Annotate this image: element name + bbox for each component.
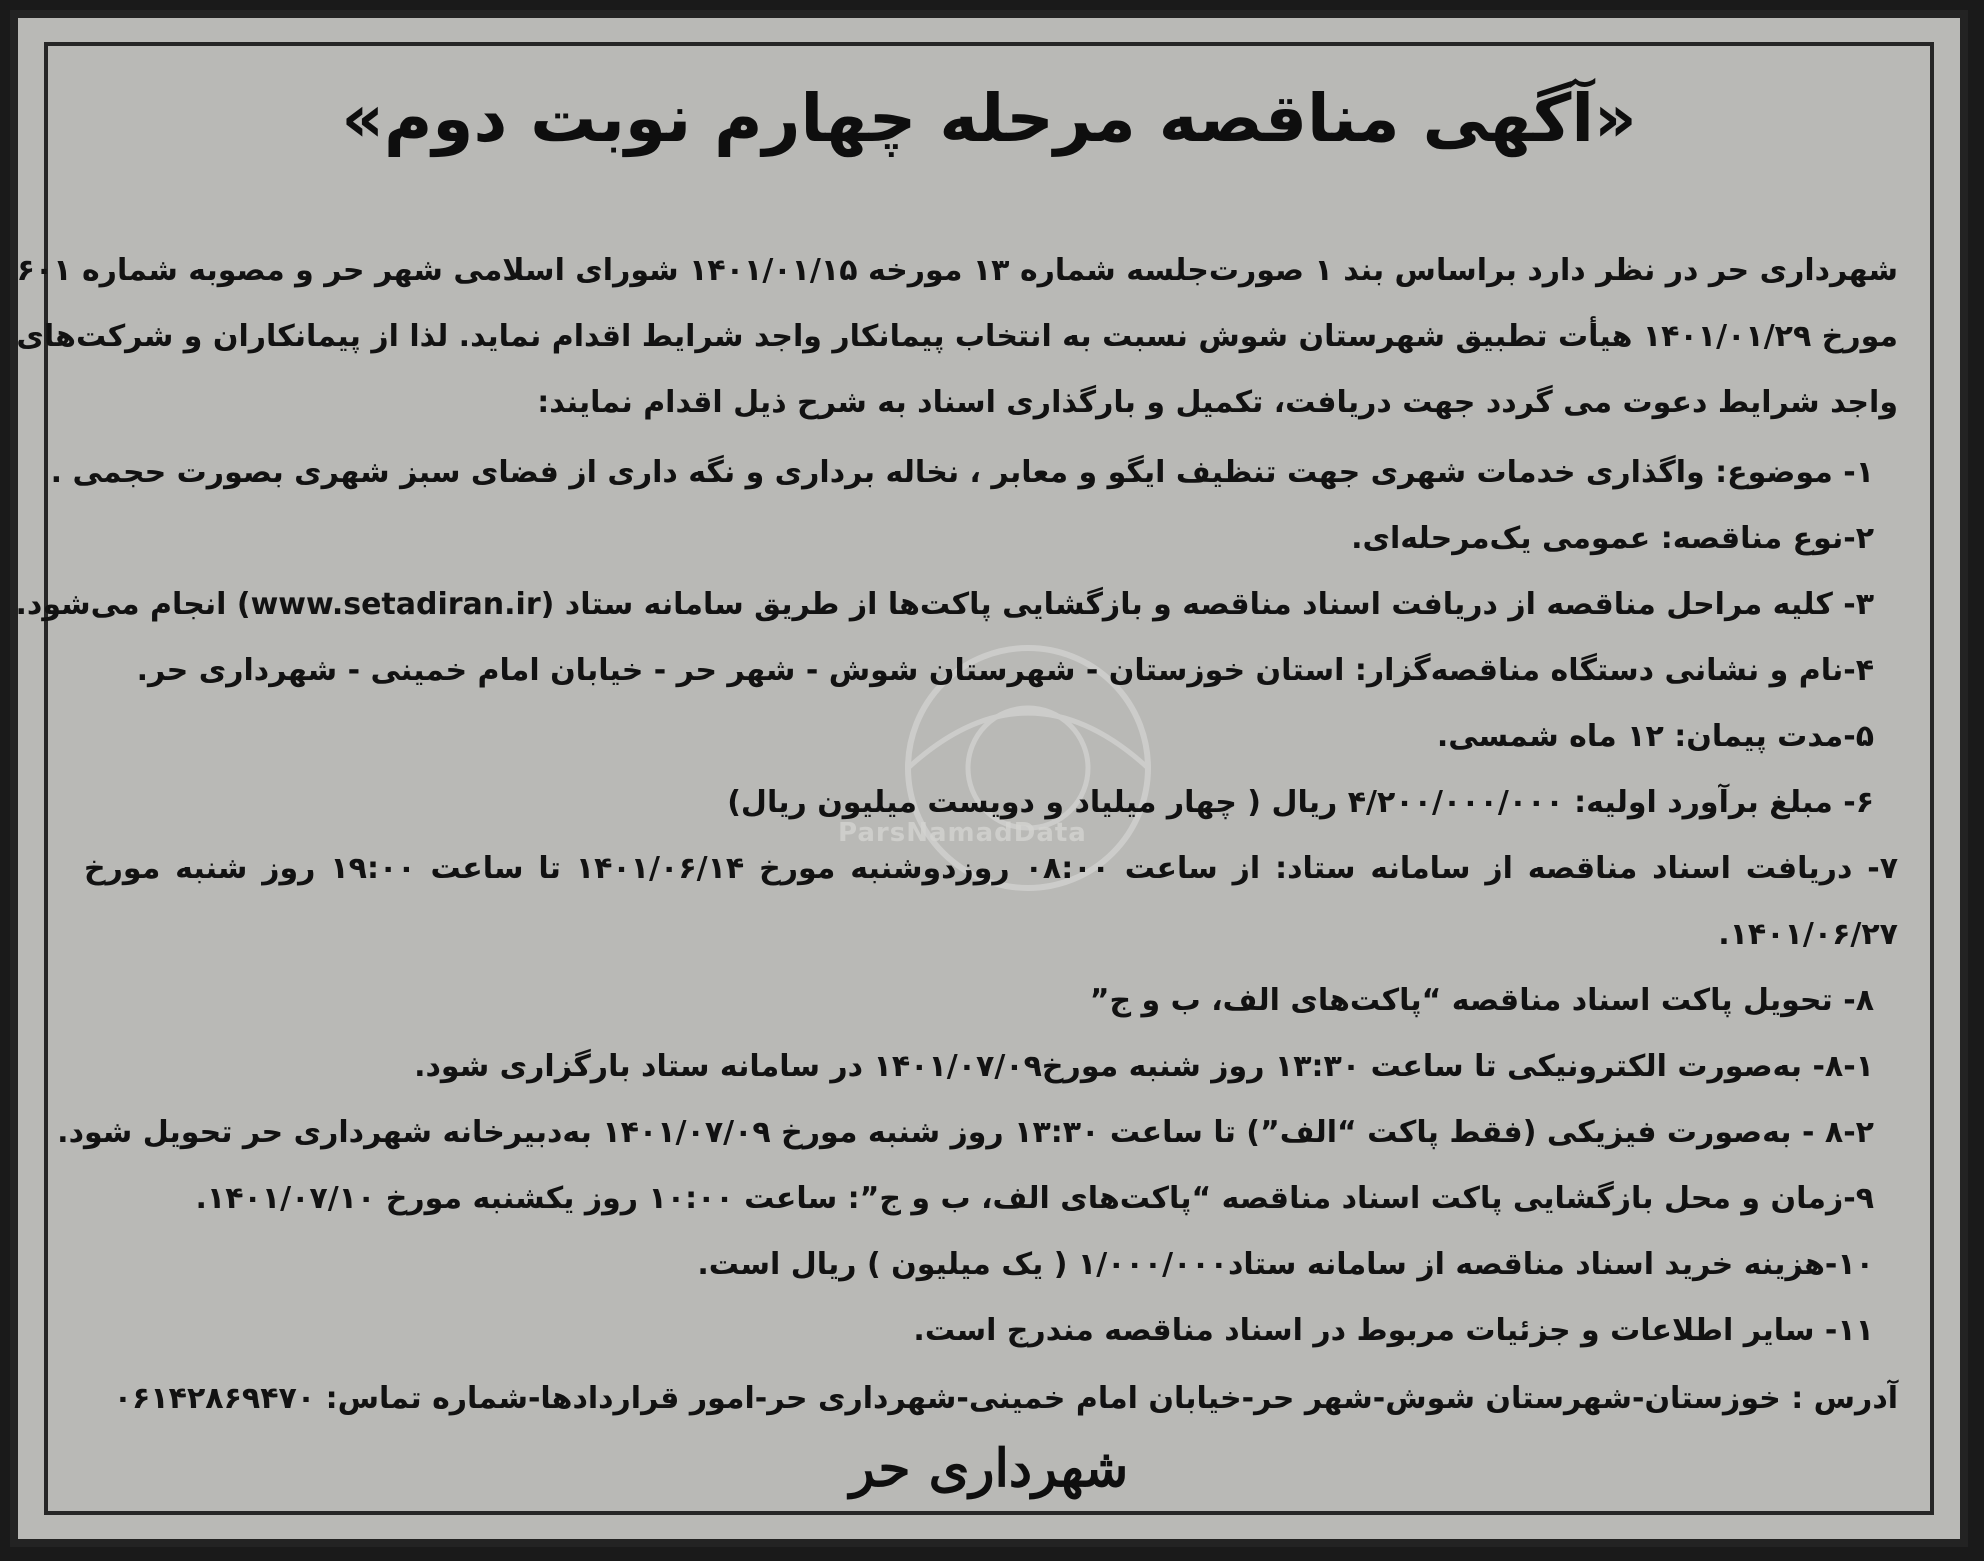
address-line: آدرس : خوزستان-شهرستان شوش-شهر حر-خیابان امام خمینی-شهرداری حر-امور قراردادها-شماره تماس: ۰۶۱۴۲۸۶۹۴۷۰ xyxy=(113,1381,1898,1416)
newspaper-clipping xyxy=(10,10,1968,1547)
intro-line: مورخ ۱۴۰۱/۰۱/۲۹ هیأت تطبیق شهرستان شوش نسبت به انتخاب پیمانکار واجد شرایط اقدام نماید. لذا از پیمانکاران و شرکت‌های xyxy=(16,319,1898,354)
list-item: ۸-۱- به‌صورت الکترونیکی تا ساعت ۱۳:۳۰ روز شنبه مورخ۱۴۰۱/۰۷/۰۹ در سامانه ستاد بارگزاری شود. xyxy=(414,1049,1874,1084)
notice-title: «آگهی مناقصه مرحله چهارم نوبت دوم» xyxy=(341,80,1637,157)
list-item: ۵-مدت پیمان: ۱۲ ماه شمسی. xyxy=(1436,719,1874,754)
notice-items xyxy=(15,440,1898,1364)
list-item: ۲-نوع مناقصه: عمومی یک‌مرحله‌ای. xyxy=(1351,521,1874,556)
list-item: ۱۱- سایر اطلاعات و جزئیات مربوط در اسناد مناقصه مندرج است. xyxy=(913,1313,1874,1348)
watermark-text: ParsNamadData xyxy=(838,818,1087,848)
list-item: ۸-۲ - به‌صورت فیزیکی (فقط پاکت “الف”) تا ساعت ۱۳:۳۰ روز شنبه مورخ ۱۴۰۱/۰۷/۰۹ به‌دبیرخانه شهرداری حر تحویل شود. xyxy=(57,1115,1874,1150)
list-item: ۳- کلیه مراحل مناقصه از دریافت اسناد مناقصه و بازگشایی پاکت‌ها از طریق سامانه ستاد (www.setadiran.ir) انجام می‌شود. xyxy=(15,587,1874,622)
list-item-line: ۷- دریافت اسناد مناقصه از سامانه ستاد: از ساعت ۰۸:۰۰ روزدوشنبه مورخ ۱۴۰۱/۰۶/۱۴ تا ساعت ۱۹:۰۰ روز شنبه مورخ xyxy=(84,851,1898,886)
list-item: ۸- تحویل پاکت اسناد مناقصه “پاکت‌های الف، ب و ج” xyxy=(1089,983,1874,1018)
list-item: ۶- مبلغ برآورد اولیه: ۴/۲۰۰/۰۰۰/۰۰۰ ریال ( چهار میلیاد و دویست میلیون ریال) xyxy=(727,785,1874,820)
intro-line: شهرداری حر در نظر دارد براساس بند ۱ صورت‌جلسه شماره ۱۳ مورخه ۱۴۰۱/۰۱/۱۵ شورای اسلامی شهر حر و مصوبه شماره ۶۰۱ xyxy=(16,253,1898,288)
list-item-line: ۱۴۰۱/۰۶/۲۷. xyxy=(1718,917,1898,952)
notice-body xyxy=(15,238,1898,1432)
list-item-7 xyxy=(84,836,1898,968)
list-item: ۹-زمان و محل بازگشایی پاکت اسناد مناقصه “پاکت‌های الف، ب و ج”: ساعت ۱۰:۰۰ روز یکشنبه مورخ ۱۴۰۱/۰۷/۱۰. xyxy=(195,1181,1874,1216)
list-item: ۱۰-هزینه خرید اسناد مناقصه از سامانه ستاد۱/۰۰۰/۰۰۰ ( یک میلیون ) ریال است. xyxy=(697,1247,1874,1282)
intro-paragraph xyxy=(16,238,1898,436)
list-item: ۴-نام و نشانی دستگاه مناقصه‌گزار: استان خوزستان - شهرستان شوش - شهر حر - خیابان امام خمینی - شهرداری حر. xyxy=(136,653,1874,688)
intro-line: واجد شرایط دعوت می گردد جهت دریافت، تکمیل و بارگذاری اسناد به شرح ذیل اقدام نمایند: xyxy=(537,385,1898,420)
list-item: ۱- موضوع: واگذاری خدمات شهری جهت تنظیف ایگو و معابر ، نخاله برداری و نگه داری از فضای سبز شهری بصورت حجمی . xyxy=(50,455,1874,490)
signature: شهرداری حر xyxy=(849,1438,1129,1499)
